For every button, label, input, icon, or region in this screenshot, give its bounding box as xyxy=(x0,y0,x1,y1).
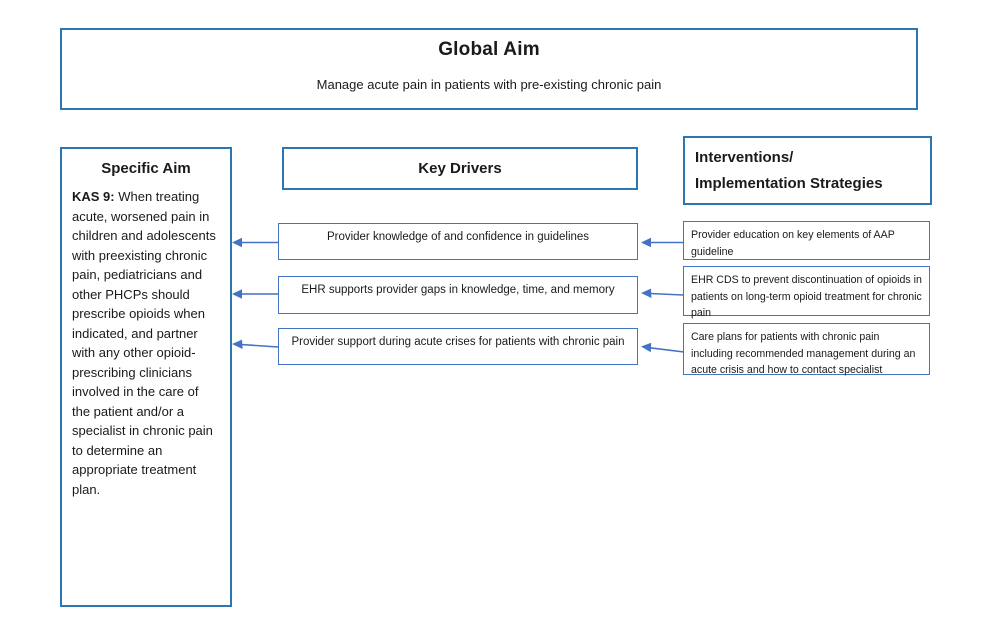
interventions-header-box xyxy=(683,136,932,205)
specific-aim-title: Specific Aim xyxy=(101,160,191,177)
arrow-intervention2-to-driver2-icon xyxy=(641,289,683,298)
global-aim-title: Global Aim xyxy=(438,39,540,60)
driver-box-1: Provider knowledge of and confidence in guidelines xyxy=(278,223,638,260)
intervention-box-1: Provider education on key elements of AAP guideline xyxy=(683,221,930,260)
interventions-title-line2: Implementation Strategies xyxy=(695,175,883,192)
intervention-box-2: EHR CDS to prevent discontinuation of opioids in patients on long-term opioid treatment for chronic pain xyxy=(683,266,930,316)
arrow-intervention3-to-driver3-icon xyxy=(641,343,684,352)
kas-body: When treating acute, worsened pain in children and adolescents with preexisting chronic pain, pediatricians and other PHCPs should prescribe opioids when indicated, and partner with any other opioid-prescribing clinicians involved in the care of the patient and/or a specialist in chronic pain to determine an appropriate treatment plan. xyxy=(72,189,216,497)
arrow-driver3-to-aim-icon xyxy=(232,340,278,349)
arrow-driver2-to-aim-icon xyxy=(232,289,278,298)
specific-aim-text xyxy=(62,187,230,499)
arrow-driver1-to-aim-icon xyxy=(232,238,278,247)
key-drivers-header-box xyxy=(282,147,638,190)
intervention-box-3: Care plans for patients with chronic pain including recommended management during an acute crisis and how to contact specialist xyxy=(683,323,930,375)
driver-box-3: Provider support during acute crises for patients with chronic pain xyxy=(278,328,638,365)
key-drivers-title: Key Drivers xyxy=(418,160,502,177)
driver-box-2: EHR supports provider gaps in knowledge, time, and memory xyxy=(278,276,638,314)
interventions-title xyxy=(685,138,930,197)
global-aim-subtitle: Manage acute pain in patients with pre-existing chronic pain xyxy=(316,77,662,92)
global-aim-box xyxy=(60,28,918,110)
specific-aim-box xyxy=(60,147,232,607)
interventions-title-line1: Interventions/ xyxy=(695,149,794,166)
arrow-intervention1-to-driver1-icon xyxy=(641,238,683,247)
kas-label: KAS 9: xyxy=(72,189,115,204)
